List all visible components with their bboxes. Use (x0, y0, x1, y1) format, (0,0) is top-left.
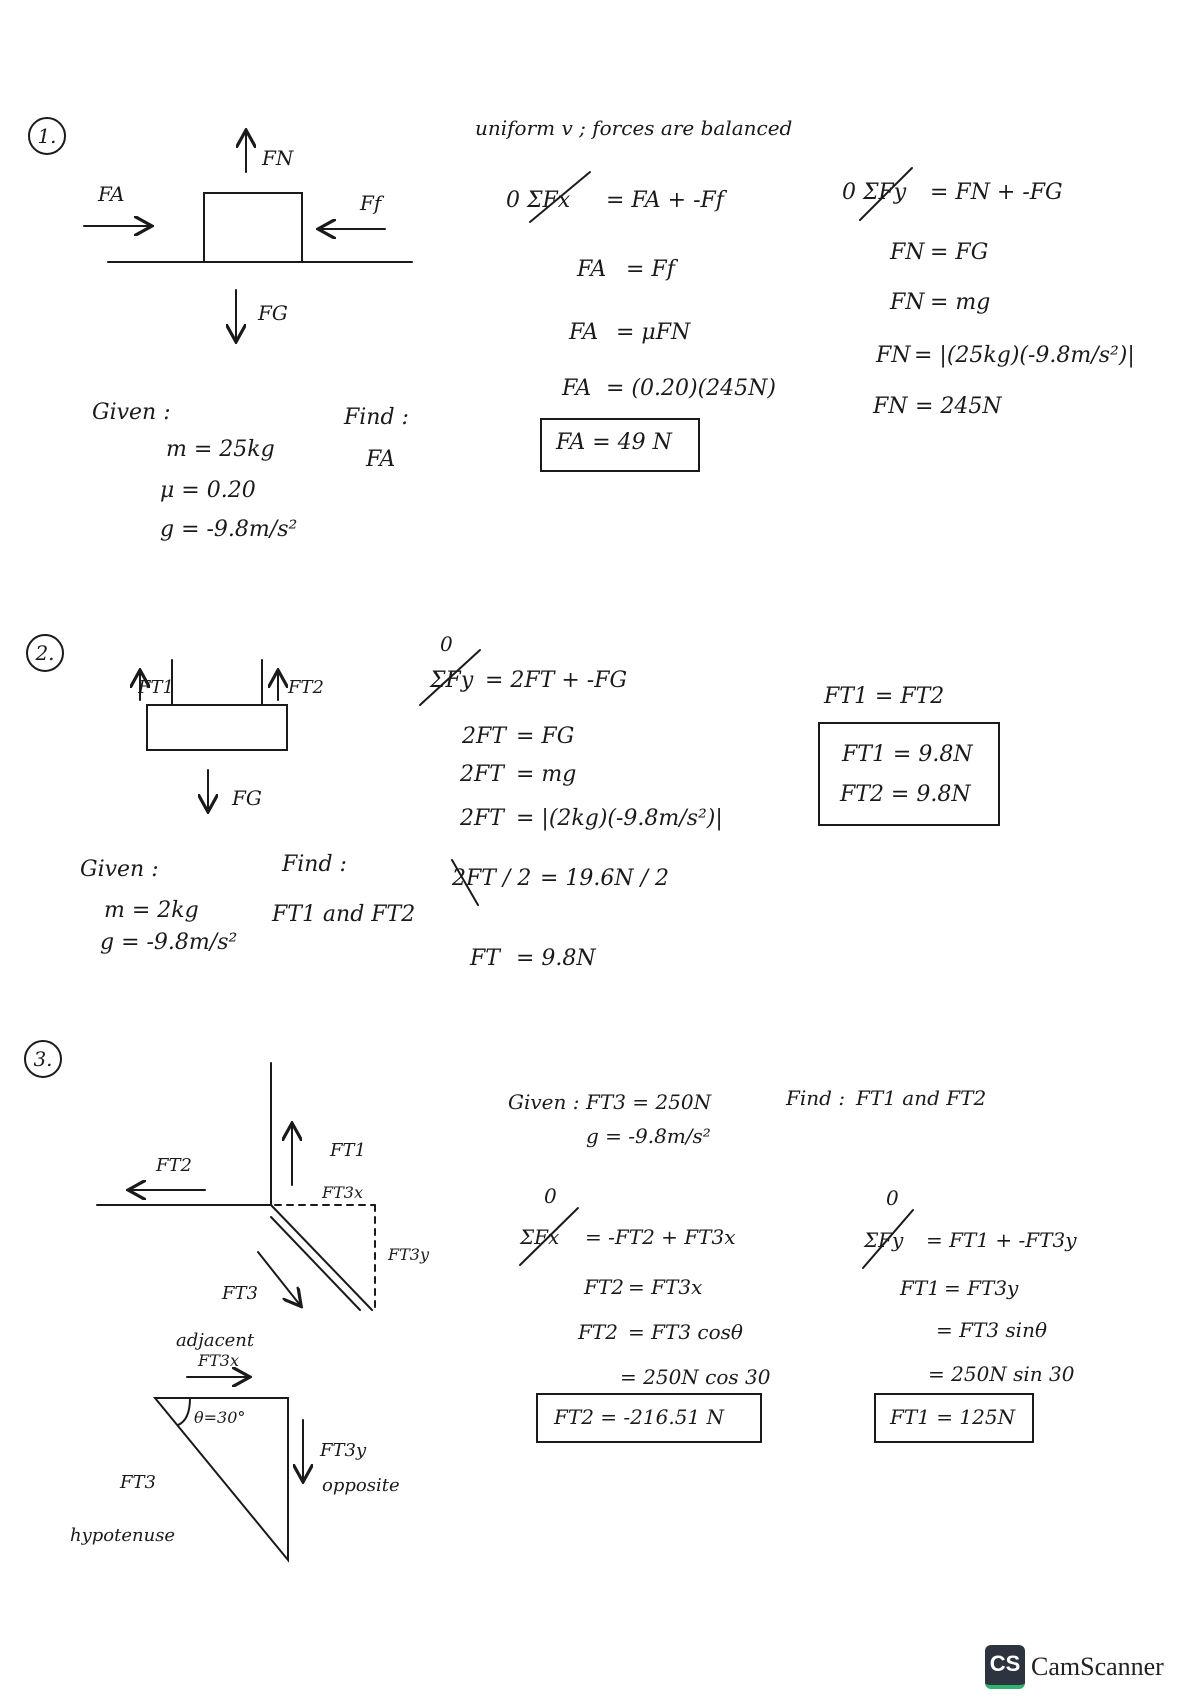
p3-label-ft3: FT3 (222, 1283, 258, 1304)
p1-y-eq1-lhs: 0 ΣFy (842, 180, 907, 205)
p1-given-g: g = -9.8m/s² (160, 517, 298, 542)
p2-eq5-lhs: 2FT / 2 (452, 866, 532, 891)
problem-1-number: 1. (28, 117, 66, 155)
p2-label-fg: FG (232, 786, 262, 810)
camscanner-watermark (985, 1645, 1164, 1689)
p3-zero-y: 0 (886, 1186, 899, 1210)
p1-y-eq4-lhs: FN (876, 343, 911, 368)
p1-given-label: Given : (92, 400, 171, 425)
p1-answer: FA = 49 N (556, 430, 672, 455)
p3-y-eq4-rhs: = 250N sin 30 (928, 1362, 1075, 1386)
p2-eq2-lhs: 2FT (462, 724, 506, 749)
p1-find-label: Find : (344, 405, 409, 430)
p3-x-eq2-rhs: = FT3x (628, 1275, 703, 1299)
p1-x-eq4-rhs: = (0.20)(245N) (606, 376, 776, 401)
p3-x-eq2-lhs: FT2 (584, 1275, 624, 1299)
p3-find-label: Find : (786, 1086, 846, 1110)
p2-label-ft1: FT1 (138, 677, 174, 698)
p3-label-ft1: FT1 (330, 1140, 366, 1161)
p3-answer-ft1-box (874, 1393, 1034, 1443)
p3-tri-opposite: opposite (322, 1475, 400, 1496)
p1-x-eq3-lhs: FA (569, 320, 599, 345)
p2-eq3-rhs: = mg (516, 762, 577, 787)
camscanner-brand: CamScanner (1031, 1652, 1164, 1681)
p1-find-value: FA (366, 447, 396, 472)
p2-given-label: Given : (80, 857, 159, 882)
p3-find-value: FT1 and FT2 (856, 1086, 987, 1110)
p1-y-eq5-rhs: = 245N (915, 394, 1002, 419)
p3-tri-hypotenuse: hypotenuse (70, 1525, 176, 1546)
p1-label-fn: FN (262, 146, 294, 170)
p3-given-ft3: FT3 = 250N (586, 1090, 712, 1114)
p1-y-eq3-rhs: = mg (930, 290, 991, 315)
p3-x-eq1-lhs: ΣFx (520, 1225, 560, 1249)
p1-y-eq4-rhs: = |(25kg)(-9.8m/s²)| (914, 343, 1135, 368)
p2-eq2-rhs: = FG (516, 724, 575, 749)
p2-zero: 0 (440, 632, 453, 656)
p1-x-eq1-rhs: = FA + -Ff (606, 188, 724, 213)
p3-rope-diagonal (271, 1205, 372, 1310)
p3-angle-arc (178, 1398, 190, 1425)
p2-block (147, 705, 287, 750)
p1-x-eq1-lhs: 0 ΣFx (506, 188, 571, 213)
p1-label-fa: FA (98, 182, 125, 206)
p1-x-eq3-rhs: = μFN (616, 320, 691, 345)
p2-eq6-rhs: = 9.8N (516, 946, 596, 971)
p3-given-g: g = -9.8m/s² (586, 1124, 711, 1148)
p2-find-value: FT1 and FT2 (272, 902, 416, 927)
p3-y-eq2-rhs: = FT3y (944, 1276, 1019, 1300)
p1-note: uniform v ; forces are balanced (475, 116, 793, 140)
p3-answer-ft2: FT2 = -216.51 N (554, 1405, 725, 1429)
p2-find-label: Find : (282, 852, 347, 877)
p1-given-mu: μ = 0.20 (160, 478, 256, 503)
p1-given-m: m = 25kg (166, 437, 275, 462)
p3-x-eq3-rhs: = FT3 cosθ (628, 1320, 743, 1344)
p2-eq5-rhs: = 19.6N / 2 (540, 866, 670, 891)
p1-y-eq3-lhs: FN (890, 290, 925, 315)
p2-equal: FT1 = FT2 (824, 684, 945, 709)
p3-label-ft2: FT2 (156, 1155, 192, 1176)
p3-tri-opp-label: FT3y (320, 1440, 367, 1461)
p2-eq6-lhs: FT (470, 946, 500, 971)
p1-y-eq2-lhs: FN (890, 240, 925, 265)
p3-rope-diagonal-2 (271, 1217, 360, 1310)
p3-tri-adjacent: adjacent (176, 1330, 255, 1351)
p3-x-eq3-lhs: FT2 (578, 1320, 618, 1344)
p2-eq4-lhs: 2FT (460, 806, 504, 831)
p3-tri-hyp-label: FT3 (120, 1472, 156, 1493)
p3-answer-ft2-box (536, 1393, 762, 1443)
p1-x-eq2-lhs: FA (577, 257, 607, 282)
p3-x-eq4-rhs: = 250N cos 30 (620, 1365, 771, 1389)
p1-answer-box (540, 418, 700, 472)
p3-answer-ft1: FT1 = 125N (890, 1405, 1016, 1429)
p3-zero-x: 0 (544, 1184, 557, 1208)
p1-label-fg: FG (258, 301, 288, 325)
camscanner-logo-icon: CS (985, 1645, 1025, 1689)
p2-answer-ft2: FT2 = 9.8N (840, 782, 971, 807)
p3-tri-adj-label: FT3x (198, 1351, 239, 1370)
p1-y-eq5-lhs: FN (873, 394, 908, 419)
p3-arrow-ft3 (258, 1252, 300, 1305)
p2-given-m: m = 2kg (104, 898, 199, 923)
p2-given-g: g = -9.8m/s² (100, 930, 238, 955)
p1-y-eq2-rhs: = FG (930, 240, 989, 265)
p3-y-eq2-lhs: FT1 (900, 1276, 940, 1300)
p2-label-ft2: FT2 (288, 677, 324, 698)
p3-tri-angle: θ=30° (194, 1408, 246, 1427)
p1-y-eq1-rhs: = FN + -FG (930, 180, 1063, 205)
p3-given-label: Given : (508, 1090, 580, 1114)
p3-y-eq1-lhs: ΣFy (864, 1228, 904, 1252)
p2-eq1-rhs: = 2FT + -FG (485, 668, 628, 693)
p2-answer-box (818, 722, 1000, 826)
p1-block (204, 193, 302, 262)
p1-x-eq2-rhs: = Ff (626, 257, 675, 282)
p3-label-ft3x: FT3x (322, 1183, 363, 1202)
p3-y-eq3-rhs: = FT3 sinθ (936, 1318, 1047, 1342)
p1-x-eq4-lhs: FA (562, 376, 592, 401)
p3-y-eq1-rhs: = FT1 + -FT3y (926, 1228, 1077, 1252)
p2-eq3-lhs: 2FT (460, 762, 504, 787)
p3-x-eq1-rhs: = -FT2 + FT3x (585, 1225, 736, 1249)
p2-eq1-lhs: ΣFy (430, 668, 474, 693)
p2-eq4-rhs: = |(2kg)(-9.8m/s²)| (516, 806, 723, 831)
p2-answer-ft1: FT1 = 9.8N (842, 742, 973, 767)
p1-label-ff: Ff (360, 191, 382, 215)
problem-3-number: 3. (24, 1040, 62, 1078)
p3-label-ft3y: FT3y (388, 1245, 429, 1264)
problem-2-number: 2. (26, 634, 64, 672)
